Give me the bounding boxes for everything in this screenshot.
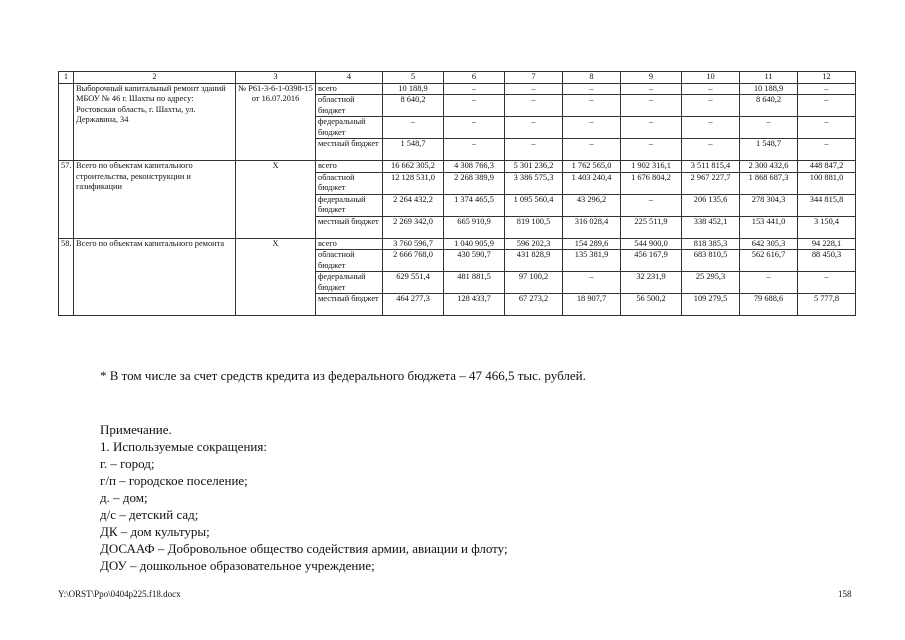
row-index	[59, 83, 74, 161]
column-number-row	[59, 72, 856, 84]
amount-cell: –	[563, 95, 621, 117]
column-number: 3	[236, 72, 316, 84]
abbreviation-item: ДК – дом культуры;	[100, 524, 210, 539]
amount-cell: 25 295,3	[682, 272, 740, 294]
amount-cell: 344 815,8	[798, 194, 856, 216]
funding-source: областной бюджет	[316, 250, 383, 272]
amount-cell: –	[505, 139, 563, 161]
amount-cell: 5 777,8	[798, 294, 856, 316]
amount-cell: 12 128 531,0	[383, 172, 444, 194]
amount-cell: –	[798, 95, 856, 117]
amount-cell: 1 548,7	[740, 139, 798, 161]
amount-cell: 79 688,6	[740, 294, 798, 316]
column-number: 9	[621, 72, 682, 84]
amount-cell: 481 881,5	[444, 272, 505, 294]
abbreviation-item: ДОСААФ – Добровольное общество содействия армии, авиации и флоту;	[100, 541, 508, 556]
amount-cell: 154 289,6	[563, 238, 621, 250]
amount-cell: 2 300 432,6	[740, 161, 798, 173]
amount-cell: –	[505, 95, 563, 117]
amount-cell: 430 590,7	[444, 250, 505, 272]
table-row	[59, 161, 856, 173]
object-description: Всего по объектам капитального строительства, реконструкции и газификации	[74, 161, 236, 239]
funding-source: федеральный бюджет	[316, 194, 383, 216]
document-reference: Х	[236, 238, 316, 316]
table-row	[59, 83, 856, 95]
amount-cell: –	[798, 272, 856, 294]
amount-cell: –	[563, 83, 621, 95]
abbreviation-item: г. – город;	[100, 456, 155, 471]
funding-source: местный бюджет	[316, 294, 383, 316]
row-index: 57.	[59, 161, 74, 239]
amount-cell: 448 847,2	[798, 161, 856, 173]
column-number: 6	[444, 72, 505, 84]
amount-cell: –	[444, 83, 505, 95]
amount-cell: –	[383, 117, 444, 139]
amount-cell: 1 762 565,0	[563, 161, 621, 173]
amount-cell: 338 452,1	[682, 216, 740, 238]
amount-cell: –	[621, 194, 682, 216]
column-number: 5	[383, 72, 444, 84]
amount-cell: 3 386 575,3	[505, 172, 563, 194]
amount-cell: 135 381,9	[563, 250, 621, 272]
object-description: Всего по объектам капитального ремонта	[74, 238, 236, 316]
amount-cell: –	[621, 139, 682, 161]
column-number: 7	[505, 72, 563, 84]
amount-cell: –	[444, 117, 505, 139]
funding-source: всего	[316, 83, 383, 95]
amount-cell: 88 450,3	[798, 250, 856, 272]
amount-cell: 1 095 560,4	[505, 194, 563, 216]
amount-cell: –	[682, 83, 740, 95]
amount-cell: 3 760 596,7	[383, 238, 444, 250]
notes-subtitle: 1. Используемые сокращения:	[100, 439, 267, 454]
amount-cell: –	[505, 117, 563, 139]
column-number: 4	[316, 72, 383, 84]
amount-cell: 1 868 687,3	[740, 172, 798, 194]
amount-cell: 544 900,0	[621, 238, 682, 250]
amount-cell: 10 188,9	[383, 83, 444, 95]
funding-source: федеральный бюджет	[316, 272, 383, 294]
document-reference: № Р61-3-6-1-0398-15 от 16.07.2016	[236, 83, 316, 161]
amount-cell: 665 910,9	[444, 216, 505, 238]
amount-cell: –	[740, 117, 798, 139]
amount-cell: 456 167,9	[621, 250, 682, 272]
budget-table-wrapper	[58, 71, 856, 316]
notes-block	[100, 421, 508, 574]
amount-cell: –	[621, 117, 682, 139]
amount-cell: 5 301 236,2	[505, 161, 563, 173]
funding-source: всего	[316, 238, 383, 250]
amount-cell: 109 279,5	[682, 294, 740, 316]
amount-cell: 642 305,3	[740, 238, 798, 250]
amount-cell: 8 640,2	[740, 95, 798, 117]
funding-source: федеральный бюджет	[316, 117, 383, 139]
amount-cell: 1 548,7	[383, 139, 444, 161]
object-description: Выборочный капитальный ремонт зданий МБОУ № 46 г. Шахты по адресу: Ростовская область, г. Шахты, ул. Державина, 34	[74, 83, 236, 161]
amount-cell: 128 433,7	[444, 294, 505, 316]
notes-title: Примечание.	[100, 422, 172, 437]
amount-cell: 67 273,2	[505, 294, 563, 316]
amount-cell: 562 616,7	[740, 250, 798, 272]
amount-cell: 431 828,9	[505, 250, 563, 272]
funding-source: местный бюджет	[316, 216, 383, 238]
amount-cell: 2 666 768,0	[383, 250, 444, 272]
amount-cell: 43 296,2	[563, 194, 621, 216]
amount-cell: 100 881,0	[798, 172, 856, 194]
column-number: 1	[59, 72, 74, 84]
amount-cell: 2 269 342,0	[383, 216, 444, 238]
amount-cell: 225 511,9	[621, 216, 682, 238]
amount-cell: 818 385,3	[682, 238, 740, 250]
amount-cell: –	[798, 117, 856, 139]
amount-cell: 3 511 815,4	[682, 161, 740, 173]
amount-cell: –	[563, 139, 621, 161]
page-number: 158	[838, 589, 852, 599]
amount-cell: 2 268 389,9	[444, 172, 505, 194]
column-number: 12	[798, 72, 856, 84]
amount-cell: 2 967 227,7	[682, 172, 740, 194]
amount-cell: 32 231,9	[621, 272, 682, 294]
amount-cell: –	[682, 95, 740, 117]
amount-cell: 56 500,2	[621, 294, 682, 316]
column-number: 8	[563, 72, 621, 84]
funding-source: всего	[316, 161, 383, 173]
amount-cell: 316 028,4	[563, 216, 621, 238]
column-number: 2	[74, 72, 236, 84]
column-number: 11	[740, 72, 798, 84]
amount-cell: 1 676 804,2	[621, 172, 682, 194]
amount-cell: –	[505, 83, 563, 95]
budget-table-body	[59, 72, 856, 316]
amount-cell: 8 640,2	[383, 95, 444, 117]
amount-cell: 596 202,3	[505, 238, 563, 250]
amount-cell: 1 403 240,4	[563, 172, 621, 194]
amount-cell: 3 150,4	[798, 216, 856, 238]
amount-cell: –	[740, 272, 798, 294]
amount-cell: 2 264 432,2	[383, 194, 444, 216]
funding-source: областной бюджет	[316, 95, 383, 117]
amount-cell: –	[563, 117, 621, 139]
amount-cell: 683 810,5	[682, 250, 740, 272]
amount-cell: 97 100,2	[505, 272, 563, 294]
amount-cell: 1 902 316,1	[621, 161, 682, 173]
row-index: 58.	[59, 238, 74, 316]
abbreviation-item: г/п – городское поселение;	[100, 473, 248, 488]
abbreviation-item: д. – дом;	[100, 490, 148, 505]
amount-cell: –	[621, 83, 682, 95]
budget-table	[58, 71, 856, 316]
document-reference: Х	[236, 161, 316, 239]
amount-cell: 819 100,5	[505, 216, 563, 238]
abbreviation-item: д/с – детский сад;	[100, 507, 199, 522]
amount-cell: –	[682, 139, 740, 161]
amount-cell: 4 308 766,3	[444, 161, 505, 173]
amount-cell: 464 277,3	[383, 294, 444, 316]
amount-cell: 153 441,0	[740, 216, 798, 238]
table-row	[59, 238, 856, 250]
document-file-path: Y:\ORST\Ppo\0404p225.f18.docx	[58, 589, 181, 599]
funding-source: областной бюджет	[316, 172, 383, 194]
amount-cell: –	[798, 139, 856, 161]
amount-cell: –	[563, 272, 621, 294]
amount-cell: 1 040 905,9	[444, 238, 505, 250]
funding-source: местный бюджет	[316, 139, 383, 161]
amount-cell: –	[444, 95, 505, 117]
amount-cell: 16 662 305,2	[383, 161, 444, 173]
amount-cell: 94 228,1	[798, 238, 856, 250]
amount-cell: 629 551,4	[383, 272, 444, 294]
abbreviation-item: ДОУ – дошкольное образовательное учреждение;	[100, 558, 375, 573]
amount-cell: –	[682, 117, 740, 139]
amount-cell: 1 374 465,5	[444, 194, 505, 216]
amount-cell: 18 907,7	[563, 294, 621, 316]
amount-cell: –	[621, 95, 682, 117]
credit-footnote: * В том числе за счет средств кредита из федерального бюджета – 47 466,5 тыс. рублей.	[100, 368, 586, 383]
amount-cell: 278 304,3	[740, 194, 798, 216]
amount-cell: 10 188,9	[740, 83, 798, 95]
amount-cell: 206 135,6	[682, 194, 740, 216]
column-number: 10	[682, 72, 740, 84]
amount-cell: –	[798, 83, 856, 95]
amount-cell: –	[444, 139, 505, 161]
